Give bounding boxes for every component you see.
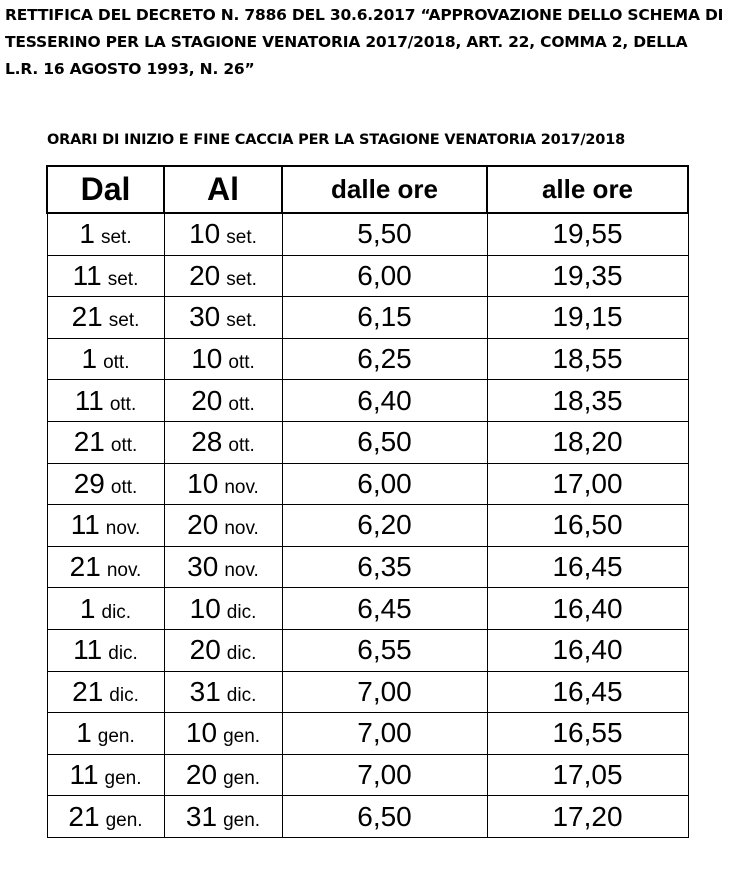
- to-month: gen.: [223, 726, 261, 748]
- start-time-cell: 6,55: [282, 629, 487, 671]
- start-time-cell: 6,35: [282, 546, 487, 588]
- from-month: ott.: [103, 352, 130, 374]
- start-time-cell: 6,00: [282, 255, 487, 297]
- from-day: 11: [72, 259, 102, 291]
- from-date-cell: [47, 588, 164, 630]
- to-day: 20: [187, 509, 219, 541]
- from-day: 11: [70, 509, 100, 541]
- table-row: [47, 629, 688, 671]
- to-month: set.: [226, 268, 257, 290]
- to-date-cell: [164, 546, 282, 588]
- to-month: ott.: [228, 393, 255, 415]
- end-time-cell: 17,05: [487, 754, 688, 796]
- decree-heading-line: L.R. 16 AGOSTO 1993, N. 26”: [5, 60, 255, 78]
- start-time-cell: 7,00: [282, 754, 487, 796]
- table-title: ORARI DI INIZIO E FINE CACCIA PER LA STAGIONE VENATORIA 2017/2018: [47, 132, 625, 148]
- table-row: [47, 213, 688, 255]
- to-date-cell: [164, 588, 282, 630]
- from-date-cell: [47, 671, 164, 713]
- table-row: [47, 421, 688, 463]
- to-day: 31: [185, 800, 218, 832]
- end-time-cell: 16,40: [487, 588, 688, 630]
- to-month: gen.: [223, 809, 261, 831]
- from-date-cell: [47, 546, 164, 588]
- hunting-hours-table: [46, 165, 689, 838]
- from-date-cell: [47, 754, 164, 796]
- from-day: 21: [72, 675, 104, 707]
- to-date-cell: [164, 505, 282, 547]
- to-day: 20: [189, 634, 221, 666]
- end-time-cell: 19,55: [487, 213, 688, 255]
- end-time-cell: 19,15: [487, 297, 688, 339]
- header-start-time: dalle ore: [282, 166, 487, 213]
- header-end-time: alle ore: [487, 166, 688, 213]
- table-row: [47, 713, 688, 755]
- to-date-cell: [164, 255, 282, 297]
- from-month: dic.: [109, 684, 139, 706]
- to-month: ott.: [228, 435, 255, 457]
- from-date-cell: [47, 629, 164, 671]
- to-day: 10: [191, 343, 223, 375]
- from-date-cell: [47, 297, 164, 339]
- end-time-cell: 19,35: [487, 255, 688, 297]
- to-date-cell: [164, 463, 282, 505]
- end-time-cell: 18,35: [487, 380, 688, 422]
- from-day: 11: [73, 634, 103, 666]
- from-day: 29: [73, 467, 105, 499]
- start-time-cell: 6,15: [282, 297, 487, 339]
- to-day: 10: [187, 467, 219, 499]
- from-day: 21: [68, 800, 100, 832]
- from-date-cell: [47, 338, 164, 380]
- end-time-cell: 17,00: [487, 463, 688, 505]
- to-month: dic.: [226, 601, 257, 623]
- table-header-row: [47, 166, 688, 213]
- end-time-cell: 16,40: [487, 629, 688, 671]
- from-day: 1: [76, 717, 92, 749]
- table-row: [47, 796, 688, 838]
- start-time-cell: 7,00: [282, 671, 487, 713]
- table-row: [47, 463, 688, 505]
- from-day: 21: [69, 551, 101, 583]
- table-row: [47, 546, 688, 588]
- from-date-cell: [47, 255, 164, 297]
- table-row: [47, 588, 688, 630]
- from-month: gen.: [104, 768, 142, 790]
- from-day: 11: [69, 759, 99, 791]
- from-month: set.: [108, 310, 140, 332]
- start-time-cell: 6,20: [282, 505, 487, 547]
- from-day: 1: [79, 218, 95, 250]
- end-time-cell: 16,45: [487, 671, 688, 713]
- table-body: [47, 213, 688, 837]
- decree-heading-line: TESSERINO PER LA STAGIONE VENATORIA 2017/2018, ART. 22, COMMA 2, DELLA: [5, 33, 688, 51]
- to-day: 20: [191, 384, 223, 416]
- to-day: 31: [189, 675, 221, 707]
- to-day: 30: [189, 301, 221, 333]
- to-month: set.: [226, 227, 257, 249]
- table-row: [47, 255, 688, 297]
- from-day: 21: [73, 426, 105, 458]
- table-row: [47, 754, 688, 796]
- table-row: [47, 380, 688, 422]
- from-month: nov.: [105, 518, 141, 540]
- to-month: set.: [226, 310, 257, 332]
- from-day: 11: [74, 384, 104, 416]
- to-date-cell: [164, 629, 282, 671]
- to-day: 30: [187, 551, 219, 583]
- to-month: nov.: [224, 476, 259, 498]
- to-day: 28: [191, 426, 223, 458]
- start-time-cell: 6,25: [282, 338, 487, 380]
- from-month: gen.: [97, 726, 135, 748]
- to-day: 10: [185, 717, 218, 749]
- from-date-cell: [47, 213, 164, 255]
- from-date-cell: [47, 463, 164, 505]
- from-month: set.: [107, 268, 139, 290]
- start-time-cell: 7,00: [282, 713, 487, 755]
- to-date-cell: [164, 380, 282, 422]
- start-time-cell: 5,50: [282, 213, 487, 255]
- end-time-cell: 18,55: [487, 338, 688, 380]
- to-date-cell: [164, 796, 282, 838]
- to-month: ott.: [228, 352, 255, 374]
- from-date-cell: [47, 505, 164, 547]
- to-date-cell: [164, 671, 282, 713]
- from-date-cell: [47, 421, 164, 463]
- from-month: dic.: [101, 601, 132, 623]
- from-date-cell: [47, 796, 164, 838]
- table-row: [47, 671, 688, 713]
- start-time-cell: 6,50: [282, 421, 487, 463]
- decree-heading: [5, 2, 745, 83]
- to-date-cell: [164, 754, 282, 796]
- to-date-cell: [164, 421, 282, 463]
- to-month: nov.: [224, 560, 259, 582]
- end-time-cell: 16,50: [487, 505, 688, 547]
- from-day: 1: [81, 343, 98, 375]
- start-time-cell: 6,50: [282, 796, 487, 838]
- to-month: dic.: [226, 684, 257, 706]
- from-month: nov.: [106, 560, 142, 582]
- end-time-cell: 16,55: [487, 713, 688, 755]
- from-month: ott.: [110, 476, 138, 498]
- to-day: 10: [189, 592, 221, 624]
- header-from: Dal: [47, 166, 164, 213]
- from-month: gen.: [105, 809, 143, 831]
- end-time-cell: 18,20: [487, 421, 688, 463]
- from-date-cell: [47, 713, 164, 755]
- from-month: ott.: [110, 435, 138, 457]
- from-date-cell: [47, 380, 164, 422]
- table-row: [47, 338, 688, 380]
- from-month: set.: [100, 227, 132, 249]
- to-date-cell: [164, 213, 282, 255]
- from-day: 1: [79, 592, 96, 624]
- start-time-cell: 6,00: [282, 463, 487, 505]
- to-month: gen.: [223, 768, 261, 790]
- decree-heading-line: RETTIFICA DEL DECRETO N. 7886 DEL 30.6.2017 “APPROVAZIONE DELLO SCHEMA DI: [5, 6, 724, 24]
- from-month: ott.: [109, 393, 137, 415]
- to-month: nov.: [224, 518, 259, 540]
- header-to: Al: [164, 166, 282, 213]
- to-date-cell: [164, 713, 282, 755]
- table-row: [47, 297, 688, 339]
- table-row: [47, 505, 688, 547]
- to-date-cell: [164, 297, 282, 339]
- to-day: 20: [189, 259, 221, 291]
- to-day: 20: [185, 759, 218, 791]
- to-date-cell: [164, 338, 282, 380]
- start-time-cell: 6,40: [282, 380, 487, 422]
- end-time-cell: 17,20: [487, 796, 688, 838]
- start-time-cell: 6,45: [282, 588, 487, 630]
- from-day: 21: [71, 301, 103, 333]
- from-month: dic.: [108, 643, 138, 665]
- to-month: dic.: [226, 643, 257, 665]
- to-day: 10: [189, 218, 221, 250]
- end-time-cell: 16,45: [487, 546, 688, 588]
